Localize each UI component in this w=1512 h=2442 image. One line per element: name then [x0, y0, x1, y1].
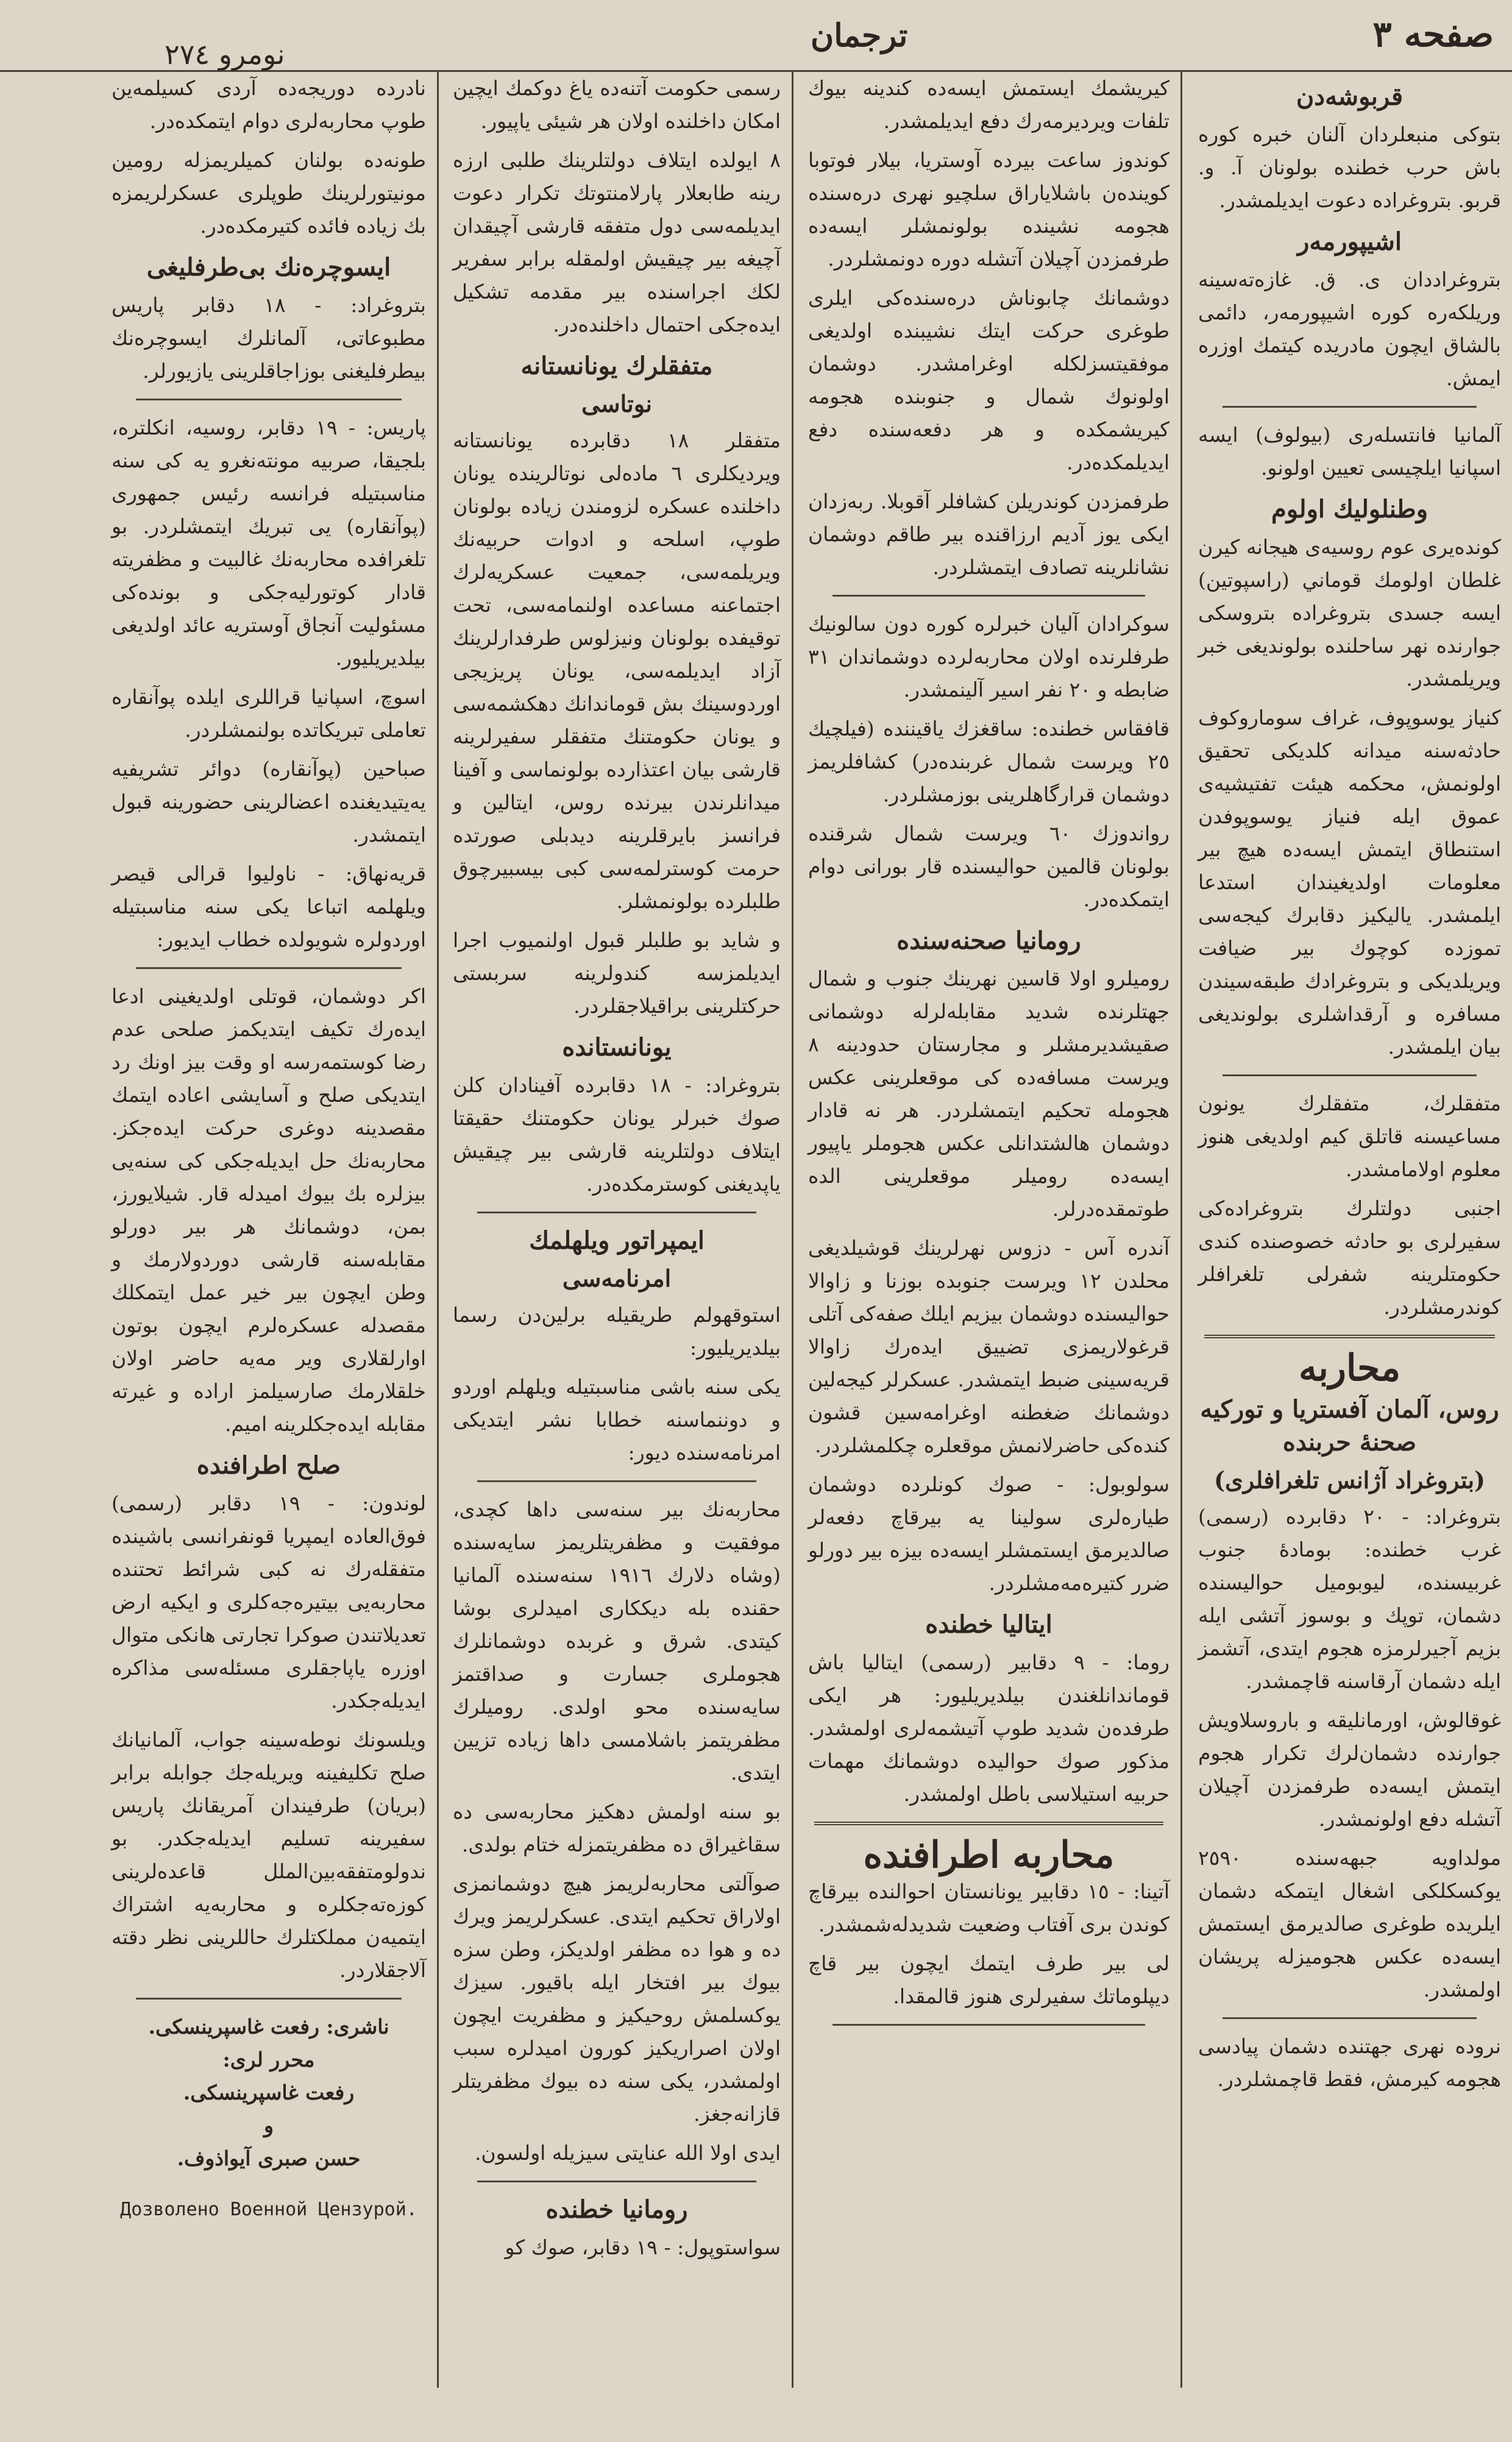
section-heading: وطنلوليك اولوم — [1271, 495, 1429, 524]
article-paragraph: روما: - ٩ دقابير (رسمى) ايتاليا باش قوماندانلغندن بيلديريليور: هر ايكى طرفده‌ن شديد طوپ آتيشمه‌لرى اولمشدر. مذكور صوك حواليده دوشمانك مهمات حربيه استيلاسى باطل اولمشدر. — [808, 1650, 1169, 1806]
column-1 — [1187, 72, 1512, 2388]
page-number: صفحه ٣ — [1372, 13, 1494, 55]
article-paragraph: ٨ ايولده ايتلاف دولتلرينك طلبى ارزه رينه طابعلار پارلامنتوتك تكرار دعوت ايديلمه‌سى دول متفقه قارشى آچيقدان آچيغه بير چيقيش اولمقله برابر سفرير لكك اجراسنده بير مقدمه تشكيل ايده‌جكى احتمال داخلنده‌در. — [453, 148, 781, 336]
column-3 — [442, 72, 793, 2388]
article-paragraph: نادرده دوريجه‌ده آردى كسيلمه‌ين طوپ محاربه‌لرى دوام ايتمكده‌در. — [112, 76, 426, 133]
section-heading: ايتاليا خطنده — [925, 1610, 1052, 1639]
article-paragraph: سواستوپول: - ١٩ دقابر، صوك كو — [505, 2235, 781, 2259]
article-paragraph: كونده‌يرى عوم روسيه‌ى هيجانه كيرن غلطان اولومك قوماني (راسپوتين) ايسه جسدى بتروغراده بتروسكى جوارنده نهر ساحلنده بولونديغى خبر ويريلمشدر. — [1198, 535, 1501, 690]
article-paragraph: سوكرادان آليان خبرلره كوره دون سالونيك طرفلرنده اولان محاربه‌لرده دوشماندان ٣١ ضابطه و ٢٠ نفر اسير آلينمشدر. — [808, 612, 1169, 701]
section-heading: رومانيا خطنده — [545, 2195, 688, 2224]
article-paragraph: مولداويه جبهه‌سنده ٢٥٩٠ يوكسكلكى اشغال ايتمكه دشمان ايلريده طوغرى صالديرمق ايستمش ايسه‌ده عكس هجوميزله پريشان اولمشدر. — [1198, 1846, 1501, 2001]
article-paragraph: اسوچ، اسپانيا قراللرى ايلده پوآنقاره تعاملى تبريكاتده بولنمشلردر. — [112, 685, 426, 742]
article-paragraph: پاريس: - ١٩ دقابر، روسيه، انكلتره، بلجيقا، صربيه مونته‌نغرو يه كى سنه مناسبتيله فرانسه رئيس جمهورى (پوآنقاره) يى تبريك ايتمشلردر. بو تلغرافده محاربه‌نك غالبيت و مظفريته قادار كوتورليه‌جكى و بونده‌كى مسئوليت آنجاق آوستريه عائد اولديغى بيلديريليور. — [112, 416, 426, 670]
article-paragraph: بتوكى منبعلردان آلنان خبره كوره باش حرب خطنده بولونان آ. و. قربو. بتروغراده دعوت ايديلمشدر. — [1198, 122, 1501, 212]
article-paragraph: لى بير طرف ايتمك ايچون بير قاچ ديپلوماتك سفيرلرى هنوز قالمقدا. — [808, 1951, 1169, 2008]
divider — [1223, 406, 1477, 408]
section-subtitle: نوتاسى — [581, 390, 652, 417]
divider — [1223, 1074, 1477, 1076]
article-paragraph: ويلسونك نوطه‌سينه جواب، آلمانيانك صلح تكليفينه ويريله‌جك جوابله برابر (بريان) طرفيندان آمريقانك پاريس سفيرينه تسليم ايديله‌جكدر. بو ندولومتفقه‌بين‌الملل قاعده‌لرينى كوزه‌ته‌جكلره و محاربه‌يه اشتراك ايتميه‌ن مملكتلرك حاللرينى نظر دقته آلاجقلاردر. — [112, 1728, 426, 1982]
article-paragraph: صباحين (پوآنقاره) دوائر تشريفيه يه‌يتيديغنده اعضالرينى حضورينه قبول ايتمشدر. — [112, 757, 426, 847]
divider — [136, 967, 402, 969]
censor-note: Дозволено Военной Цензурой. — [120, 2199, 417, 2220]
paper-title: ترجمان — [811, 17, 908, 54]
article-paragraph: كنياز يوسوپوف، غراف سوماروكوف حادثه‌سنه ميدانه كلديكى تحقيق اولونمش، محكمه هيئت تفتيشيه‌ى عموق ايله فنياز يوسوپوفدن استنطاق ايتمش ايسه‌ده هيچ بير معلومات اولديغيندان استدعا ايلمشدر. ياليكيز دقابرك كيجه‌سى تموزده كوچوك بير ضيافت ويريلديكى و بتروغرادك طبقه‌سيندن مسافره و آرقداشلرى بولونديغى بيان ايلمشدر. — [1198, 706, 1501, 1059]
divider — [477, 1480, 756, 1482]
article-paragraph: دوشمانك چابوناش دره‌سنده‌كى ايلرى طوغرى حركت ايتك نشيبنده اولديغى موفقيتسزلكله اوغرامشدر. دوشمان اولونوك شمال و جنوبنده هجومه كيريشمكده و هر دفعه‌سنده دفع ايديلمكده‌در. — [808, 286, 1169, 474]
article-paragraph: بتروغراد: - ٢٠ دقابرده (رسمى) غرب خطنده: بومادهٔ جنوب غربيسنده، ليوبوميل حواليسنده دشمان، توپك و بوسوز آتشى ايله بزيم آجيرلرمزه هجوم ايتدى، آتشمز ايله دشمان آرقاسنه قاچمشدر. — [1198, 1505, 1501, 1693]
article-paragraph: بتروغراد: - ١٨ دقابر پاريس مطبوعاتى، آلمانلرك ايسوچره‌نك بيطرفليغنى بوزاجاقلرينى يازيورلر. — [112, 293, 426, 383]
column-2 — [797, 72, 1182, 2388]
divider — [1223, 2017, 1477, 2019]
article-paragraph: ايدى اولا الله عنايتى سيزيله اولسون. — [474, 2141, 781, 2165]
article-paragraph: روميلرو اولا قاسين نهرينك جنوب و شمال جهتلرنده شديد مقابله‌لرله دوشمانى صقيشديرمشلر و مجارستان حدودينه ٨ ويرست مسافه‌ده كى موقعلرينى عكس هجومله تحكيم ايتمشلردر. هر نه قادار دوشمان هالشتدانلى عكس هجوملر ياپيور ايسه‌ده روميلر موقعلرينى الده طوتمقده‌درلر. — [808, 967, 1169, 1221]
divider — [477, 2181, 756, 2182]
section-title: محاربه — [1299, 1347, 1400, 1390]
issue-number: نومرو ٢٧٤ — [165, 38, 285, 71]
article-paragraph: سولوبول: - صوك كونلرده دوشمان طياره‌لرى سولينا يه بيرقاچ دفعه‌لر صالديرمق ايستمشلر ايسه‌ده بيزه بير دورلو ضرر كتيره‌مه‌مشلردر. — [808, 1472, 1169, 1595]
section-heading: روس، آلمان آفستريا و توركيه صحنهٔ حربنده — [1200, 1395, 1499, 1457]
article-paragraph: آتينا: - ١٥ دقابير يونانستان احوالنده بيرقاچ كوندن برى آفتاب وضعيت شديدله‌شمشدر. — [808, 1879, 1169, 1936]
section-title: محاربه اطرافنده — [863, 1834, 1115, 1876]
article-paragraph: اجنبى دولتلرك بتروغراده‌كى سفيرلرى بو حادثه خصوصنده كندى حكومتلرينه شفرلى تلغرافلر كوندرمشلردر. — [1198, 1196, 1501, 1319]
article-paragraph: طونه‌ده بولنان كميلريمزله رومين مونيتورلرينك طوپلرى عسكرلريمزه بك زياده فائده كتيرمكده‌در. — [112, 148, 426, 238]
article-paragraph: قريه‌نهاق: - ناوليوا قرالى قيصر ويلهلمه اتباعا يكى سنه مناسبتيله اوردولره شويولده خطاب ايديور: — [112, 862, 426, 951]
footer-line: حسن صبرى آيواذوف. — [177, 2146, 361, 2170]
divider — [136, 1998, 402, 2000]
footer-line: رفعت غاسپرينسكى. — [183, 2081, 355, 2104]
article-paragraph: كوندوز ساعت بيرده آوستريا، بيلار فوتوبا كوينده‌ن باشلاياراق سلچيو نهرى دره‌سنده هجومه نشينده بولونمشلر ايسه‌ده طرفمزدن آچيلان آتشله دوره دونمشلردر. — [808, 148, 1169, 271]
article-paragraph: بتروغراددان ى. ق. غازه‌ته‌سينه وريلكه‌ره كوره اشيپورمه‌ر، دائمى بالشاق ايچون مادريده كيتمك اوزره ايمش. — [1198, 268, 1501, 390]
section-heading: ايسوچره‌نك بى‌طرفليغى — [146, 253, 391, 282]
article-paragraph: بو سنه اولمش دهكيز محاربه‌سى ده سقاغيراق ده مظفريتمزله ختام بولدى. — [453, 1800, 781, 1856]
article-paragraph: و شايد بو طلبلر قبول اولنميوب اجرا ايديلمزسه كندولرينه سربستى حركتلرينى براقيلاجقلردر. — [453, 928, 781, 1018]
double-rule — [814, 1822, 1163, 1825]
double-rule — [1204, 1335, 1495, 1338]
article-paragraph: بتروغراد: - ١٨ دقابرده آفينادان كلن صوك خبرلر يونان حكومتنك حقيقتا ايتلاف دولتلرينه قارشى بير چيقيش ياپديغنى كوسترمكده‌در. — [453, 1073, 781, 1196]
article-paragraph: صوآلتى محاربه‌لريمز هيچ دوشمانمزى اولاراق تحكيم ايتدى. عسكرلريمز ويرك ده و هوا ده مظفر اولديكز، وطن سزه بيوك بير افتخار ايله باقيور. سيزك يوكسلمش روحيكيز و مظفريت ايچون اولان اصراريكيز كورون اميدلره سبب اولمشدر، يكى سنه ده بيوك مظفريتلر قازانه‌جغز. — [453, 1872, 781, 2126]
article-paragraph: لوندون: - ١٩ دقابر (رسمى) فوق‌العاده ايمپريا قونفرانسى باشينده متفقله‌رك نه كبى شرائط تحتنده محاربه‌يى بيتيره‌جه‌كلرى و ايكيه ارض تعديلاتندن صوكرا تجارتى هانكى متوال اوزره ياپاجقلرى مسئله‌سى مذاكره ايديله‌جكدر. — [112, 1491, 426, 1713]
article-paragraph: اكر دوشمان، قوتلى اولديغينى ادعا ايده‌رك تكيف ايتديكمز صلحى عدم رضا كوستمه‌رسه او وقت بيز اونك رد ايتديكى صلح و آسايشى اعاده ايتمك مقصدينه دوغرى حركت ايده‌جكز. محاربه‌نك حل ايديله‌جكى كى سنه‌يى بيزلره بك بيوك اميدله قار. شيلايورز، بمن، دوشمانك هر بير دورلو مقابله‌سنه قارشى دوردولارمك و وطن ايچون بير خير عمل ايتمكلك مقصدله عسكره‌لرم ايچون بوتون اوارلقلارى وير مه‌يه حاضر اولان خلقلارمك صارسيلمز اراده و غيرته مقابله ايده‌جكلرينه اميم. — [112, 984, 426, 1436]
editors-label: محرر لرى: — [222, 2048, 315, 2071]
divider — [136, 399, 402, 400]
section-heading: قربوشه‌دن — [1296, 82, 1404, 111]
article-paragraph: محاربه‌نك بير سنه‌سى داها كچدى، موفقيت و مظفريتلريمز سايه‌سنده (وشاه دلارك ١٩١٦ سنه‌سنده آلمانيا حقنده بله ديككارى اميدلرى بوشا كيتدى. شرق و غربده دوشمانلرك هجوملرى جسارت و صداقتمز سايه‌سنده محو اولدى. روميلرك مظفريتمز باشلامسى داها زياده تزيين ايتدى. — [453, 1497, 781, 1784]
divider — [832, 2024, 1145, 2026]
article-paragraph: كيريشمك ايستمش ايسه‌ده كندينه بيوك تلفات ويرديرمه‌رك دفع ايديلمشدر. — [808, 76, 1169, 133]
masthead — [0, 0, 1512, 72]
article-paragraph: رواندوزك ٦٠ ويرست شمال شرقنده بولونان قالمين حواليسنده قار بورانى دوام ايتمكده‌در. — [808, 822, 1169, 911]
section-heading: يونانستانده — [562, 1033, 672, 1062]
article-paragraph: آلمانيا فانتسله‌رى (بيولوف) ايسه اسپانيا ايلچيسى تعيين اولونو. — [1198, 423, 1501, 480]
article-paragraph: متفقلرك، متفقلرك يونون مساعيسنه قاتلق كيم اولديغى هنوز معلوم اولامامشدر. — [1198, 1091, 1501, 1181]
divider — [477, 1212, 756, 1213]
section-heading: ايمپراتور ويلهلمك — [529, 1226, 705, 1255]
article-paragraph: يكى سنه باشى مناسبتيله ويلهلم اوردو و دوننماسنه خطابا نشر ايتديكى امرنامه‌سنده ديور: — [453, 1375, 781, 1464]
article-paragraph: متفقلر ١٨ دقابرده يونانستانه ويرديكلرى ٦ ماده‌لى نوتالرينده يونان داخلنده عسكره لزومندن زياده بولونان طوپ، اسلحه و ادوات حربيه‌نك ويريلمه‌سى، جمعيت عسكريه‌لرك اجتماعنه مساعده اولنمامه‌سى، تحت توقيفده بولونان ونيزلوس طرفدارلرينك آزاد ايديلمه‌سى، يونان پريزيجى اوردوسينك بش قوماندانك دهكشمه‌سى و يونان حكومتنك متفقلر سفيرلرينه قارشى بيان اعتذارده بولونماسى و آفينا ميدانلرندن بيرنده روس، ايتالين و فرانسز بايرقلرينه ديدبلى صورتده حرمت كوسترلمه‌سى كبى بيسبيرچوق طلبلرده بولونمشلر. — [453, 428, 781, 913]
article-paragraph: رسمى حكومت آتنه‌ده ياغ دوكمك ايچين امكان داخلنده اولان هر شيئى ياپيور. — [453, 76, 781, 133]
article-paragraph: طرفمزدن كوندريلن كشافلر آقوبلا. ربه‌زدان ايكى يوز آديم ارزاقنده بير طاقم دوشمان نشانلرينه تصادف ايتمشلردر. — [808, 489, 1169, 579]
section-heading: متفقلرك يونانستانه — [520, 352, 713, 380]
section-subtitle: (بتروغراد آژانس تلغرافلرى) — [1213, 1466, 1486, 1494]
footer-line: و — [264, 2114, 274, 2137]
divider — [832, 595, 1145, 597]
article-paragraph: قافقاس خطنده: ساقغزك ياقيننده (فيلچيك ٢٥ ويرست شمال غربنده‌در) كشافلريمز دوشمان قرارگاهلرينى بوزمشلردر. — [808, 717, 1169, 806]
article-paragraph: آندره آس - دزوس نهرلرينك قوشيلديغى محلدن ١٢ ويرست جنوبده بوزنا و زاوالا حواليسنده دوشمان بيزيم ايلك صفه‌كى آتلى قرغولاريمزى تضييق ايده‌رك زاوالا قريه‌سينى ضبط ايتمشدر. عسكرلر كيجه‌لين دوشمانك ضغطنه اوغرامه‌سين قشون كنده‌كى حاضرلانمش موقعلره چكلمشلردر. — [808, 1236, 1170, 1457]
section-heading: رومانيا صحنه‌سنده — [896, 926, 1081, 955]
footer-line: ناشرى: رفعت غاسپرينسكى. — [148, 2015, 389, 2039]
section-heading: اشيپورمه‌ر — [1297, 227, 1402, 256]
article-paragraph: غوقالوش، اورمانليقه و باروسلاويش جوارنده دشمان‌لرك تكرار هجوم ايتمش ايسه‌ده طرفمزدن آچيلان آتشله دفع اولونمشدر. — [1198, 1708, 1501, 1831]
article-paragraph: استوقهولم طريقيله برلين‌دن رسما بيلديريليور: — [453, 1303, 781, 1360]
article-paragraph: نروده نهرى جهتنده دشمان پيادسى هجومه كيرمش، فقط قاچمشلردر. — [1198, 2034, 1501, 2091]
column-4 — [101, 72, 439, 2388]
section-subtitle: امرنامه‌سى — [562, 1265, 672, 1292]
section-heading: صلح اطرافنده — [196, 1451, 341, 1480]
